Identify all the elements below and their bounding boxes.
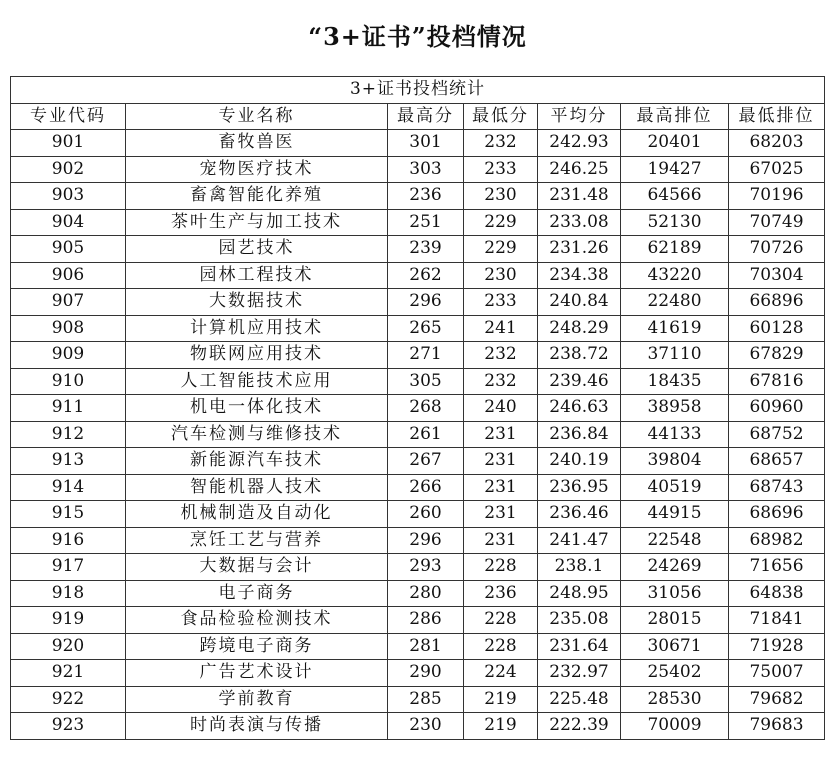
cell-major-name: 广告艺术设计 xyxy=(126,660,388,687)
table-row xyxy=(11,236,825,263)
cell-avg-score: 246.25 xyxy=(538,156,621,183)
cell-major-name: 机械制造及自动化 xyxy=(126,501,388,528)
cell-major-code: 901 xyxy=(11,130,126,157)
cell-major-code: 917 xyxy=(11,554,126,581)
cell-major-code: 903 xyxy=(11,183,126,210)
cell-max-rank: 39804 xyxy=(621,448,729,475)
cell-max-rank: 40519 xyxy=(621,474,729,501)
cell-min-rank: 70749 xyxy=(729,209,825,236)
cell-min-rank: 70726 xyxy=(729,236,825,263)
cell-min-rank: 60960 xyxy=(729,395,825,422)
cell-min-rank: 68657 xyxy=(729,448,825,475)
cell-avg-score: 222.39 xyxy=(538,713,621,740)
cell-min-rank: 75007 xyxy=(729,660,825,687)
cell-max-score: 285 xyxy=(388,686,464,713)
cell-major-code: 912 xyxy=(11,421,126,448)
cell-avg-score: 232.97 xyxy=(538,660,621,687)
cell-max-score: 281 xyxy=(388,633,464,660)
cell-avg-score: 241.47 xyxy=(538,527,621,554)
cell-max-score: 290 xyxy=(388,660,464,687)
cell-max-rank: 38958 xyxy=(621,395,729,422)
header-min-rank: 最低排位 xyxy=(729,103,825,130)
cell-min-score: 231 xyxy=(464,501,538,528)
cell-avg-score: 248.29 xyxy=(538,315,621,342)
cell-max-score: 261 xyxy=(388,421,464,448)
cell-min-score: 219 xyxy=(464,713,538,740)
cell-major-code: 922 xyxy=(11,686,126,713)
cell-min-rank: 79683 xyxy=(729,713,825,740)
cell-max-score: 293 xyxy=(388,554,464,581)
cell-major-name: 食品检验检测技术 xyxy=(126,607,388,634)
cell-max-score: 267 xyxy=(388,448,464,475)
cell-max-rank: 19427 xyxy=(621,156,729,183)
cell-min-score: 231 xyxy=(464,448,538,475)
table-row xyxy=(11,686,825,713)
cell-major-code: 923 xyxy=(11,713,126,740)
cell-major-name: 跨境电子商务 xyxy=(126,633,388,660)
cell-major-code: 920 xyxy=(11,633,126,660)
table-row xyxy=(11,448,825,475)
table-row xyxy=(11,474,825,501)
cell-min-score: 219 xyxy=(464,686,538,713)
cell-min-score: 241 xyxy=(464,315,538,342)
cell-min-rank: 71928 xyxy=(729,633,825,660)
cell-major-name: 学前教育 xyxy=(126,686,388,713)
cell-max-score: 280 xyxy=(388,580,464,607)
cell-major-code: 914 xyxy=(11,474,126,501)
cell-max-rank: 62189 xyxy=(621,236,729,263)
cell-major-name: 物联网应用技术 xyxy=(126,342,388,369)
cell-min-rank: 68743 xyxy=(729,474,825,501)
table-header-row xyxy=(11,103,825,130)
cell-major-code: 913 xyxy=(11,448,126,475)
cell-avg-score: 238.1 xyxy=(538,554,621,581)
cell-major-code: 908 xyxy=(11,315,126,342)
cell-min-score: 236 xyxy=(464,580,538,607)
cell-min-rank: 68696 xyxy=(729,501,825,528)
cell-major-code: 907 xyxy=(11,289,126,316)
cell-avg-score: 233.08 xyxy=(538,209,621,236)
table-row xyxy=(11,713,825,740)
header-major-name: 专业名称 xyxy=(126,103,388,130)
cell-min-rank: 67025 xyxy=(729,156,825,183)
cell-max-rank: 20401 xyxy=(621,130,729,157)
cell-max-rank: 24269 xyxy=(621,554,729,581)
admission-stats-table xyxy=(10,76,825,740)
cell-major-name: 畜牧兽医 xyxy=(126,130,388,157)
cell-min-score: 232 xyxy=(464,368,538,395)
cell-max-score: 305 xyxy=(388,368,464,395)
cell-max-rank: 18435 xyxy=(621,368,729,395)
cell-avg-score: 246.63 xyxy=(538,395,621,422)
cell-min-score: 233 xyxy=(464,289,538,316)
cell-major-name: 畜禽智能化养殖 xyxy=(126,183,388,210)
cell-avg-score: 231.26 xyxy=(538,236,621,263)
cell-min-rank: 68752 xyxy=(729,421,825,448)
cell-major-name: 人工智能技术应用 xyxy=(126,368,388,395)
header-min-score: 最低分 xyxy=(464,103,538,130)
cell-min-score: 230 xyxy=(464,183,538,210)
cell-major-name: 机电一体化技术 xyxy=(126,395,388,422)
cell-avg-score: 234.38 xyxy=(538,262,621,289)
table-row xyxy=(11,342,825,369)
cell-avg-score: 238.72 xyxy=(538,342,621,369)
cell-max-score: 296 xyxy=(388,289,464,316)
cell-max-rank: 30671 xyxy=(621,633,729,660)
cell-max-rank: 31056 xyxy=(621,580,729,607)
cell-min-score: 229 xyxy=(464,236,538,263)
cell-min-score: 228 xyxy=(464,607,538,634)
cell-major-name: 大数据技术 xyxy=(126,289,388,316)
cell-major-name: 汽车检测与维修技术 xyxy=(126,421,388,448)
cell-max-score: 301 xyxy=(388,130,464,157)
cell-max-rank: 52130 xyxy=(621,209,729,236)
cell-major-name: 时尚表演与传播 xyxy=(126,713,388,740)
cell-max-rank: 37110 xyxy=(621,342,729,369)
cell-avg-score: 248.95 xyxy=(538,580,621,607)
table-row xyxy=(11,156,825,183)
cell-major-name: 智能机器人技术 xyxy=(126,474,388,501)
cell-max-score: 230 xyxy=(388,713,464,740)
cell-avg-score: 236.95 xyxy=(538,474,621,501)
cell-min-score: 231 xyxy=(464,421,538,448)
cell-major-code: 905 xyxy=(11,236,126,263)
cell-max-rank: 70009 xyxy=(621,713,729,740)
cell-min-rank: 70304 xyxy=(729,262,825,289)
header-max-score: 最高分 xyxy=(388,103,464,130)
cell-max-rank: 22548 xyxy=(621,527,729,554)
table-row xyxy=(11,262,825,289)
cell-max-rank: 44133 xyxy=(621,421,729,448)
cell-max-score: 239 xyxy=(388,236,464,263)
table-row xyxy=(11,421,825,448)
cell-major-code: 909 xyxy=(11,342,126,369)
header-max-rank: 最高排位 xyxy=(621,103,729,130)
cell-major-name: 新能源汽车技术 xyxy=(126,448,388,475)
cell-min-rank: 67829 xyxy=(729,342,825,369)
cell-min-rank: 60128 xyxy=(729,315,825,342)
cell-major-name: 园林工程技术 xyxy=(126,262,388,289)
cell-min-rank: 68982 xyxy=(729,527,825,554)
cell-major-name: 电子商务 xyxy=(126,580,388,607)
cell-max-score: 303 xyxy=(388,156,464,183)
cell-major-code: 902 xyxy=(11,156,126,183)
table-row xyxy=(11,183,825,210)
cell-major-code: 911 xyxy=(11,395,126,422)
cell-max-score: 296 xyxy=(388,527,464,554)
cell-major-code: 919 xyxy=(11,607,126,634)
cell-min-score: 232 xyxy=(464,342,538,369)
cell-major-code: 906 xyxy=(11,262,126,289)
cell-major-name: 宠物医疗技术 xyxy=(126,156,388,183)
cell-avg-score: 240.19 xyxy=(538,448,621,475)
cell-avg-score: 236.46 xyxy=(538,501,621,528)
cell-max-score: 286 xyxy=(388,607,464,634)
cell-min-score: 232 xyxy=(464,130,538,157)
cell-max-rank: 28530 xyxy=(621,686,729,713)
table-row xyxy=(11,607,825,634)
table-row xyxy=(11,289,825,316)
page-title: “3+证书”投档情况 xyxy=(308,22,527,51)
cell-max-rank: 44915 xyxy=(621,501,729,528)
cell-min-rank: 64838 xyxy=(729,580,825,607)
cell-max-score: 236 xyxy=(388,183,464,210)
cell-major-code: 910 xyxy=(11,368,126,395)
cell-min-rank: 79682 xyxy=(729,686,825,713)
cell-major-name: 计算机应用技术 xyxy=(126,315,388,342)
header-avg-score: 平均分 xyxy=(538,103,621,130)
cell-max-score: 265 xyxy=(388,315,464,342)
table-row xyxy=(11,660,825,687)
cell-major-name: 大数据与会计 xyxy=(126,554,388,581)
cell-min-rank: 71656 xyxy=(729,554,825,581)
cell-min-score: 231 xyxy=(464,474,538,501)
table-row xyxy=(11,395,825,422)
table-row xyxy=(11,501,825,528)
cell-max-rank: 28015 xyxy=(621,607,729,634)
table-body xyxy=(11,130,825,740)
cell-min-rank: 68203 xyxy=(729,130,825,157)
cell-max-score: 260 xyxy=(388,501,464,528)
header-major-code: 专业代码 xyxy=(11,103,126,130)
table-row xyxy=(11,315,825,342)
cell-major-code: 921 xyxy=(11,660,126,687)
table-row xyxy=(11,130,825,157)
cell-min-score: 224 xyxy=(464,660,538,687)
cell-avg-score: 225.48 xyxy=(538,686,621,713)
cell-avg-score: 231.48 xyxy=(538,183,621,210)
table-row xyxy=(11,209,825,236)
cell-max-rank: 43220 xyxy=(621,262,729,289)
cell-major-name: 茶叶生产与加工技术 xyxy=(126,209,388,236)
cell-min-score: 231 xyxy=(464,527,538,554)
table-row xyxy=(11,554,825,581)
table-caption: 3+证书投档统计 xyxy=(11,77,825,104)
table-row xyxy=(11,633,825,660)
cell-major-name: 园艺技术 xyxy=(126,236,388,263)
cell-min-rank: 67816 xyxy=(729,368,825,395)
cell-avg-score: 240.84 xyxy=(538,289,621,316)
cell-avg-score: 242.93 xyxy=(538,130,621,157)
cell-min-score: 233 xyxy=(464,156,538,183)
table-row xyxy=(11,580,825,607)
cell-max-score: 251 xyxy=(388,209,464,236)
cell-avg-score: 236.84 xyxy=(538,421,621,448)
table-row xyxy=(11,527,825,554)
cell-max-score: 271 xyxy=(388,342,464,369)
cell-max-score: 266 xyxy=(388,474,464,501)
cell-major-code: 904 xyxy=(11,209,126,236)
cell-max-rank: 41619 xyxy=(621,315,729,342)
cell-avg-score: 231.64 xyxy=(538,633,621,660)
cell-min-score: 228 xyxy=(464,554,538,581)
cell-min-score: 240 xyxy=(464,395,538,422)
cell-min-rank: 66896 xyxy=(729,289,825,316)
table-row xyxy=(11,368,825,395)
cell-max-rank: 22480 xyxy=(621,289,729,316)
cell-major-code: 915 xyxy=(11,501,126,528)
cell-avg-score: 235.08 xyxy=(538,607,621,634)
cell-min-rank: 71841 xyxy=(729,607,825,634)
cell-major-code: 918 xyxy=(11,580,126,607)
table-caption-row xyxy=(11,77,825,104)
cell-max-score: 262 xyxy=(388,262,464,289)
cell-min-score: 228 xyxy=(464,633,538,660)
cell-min-rank: 70196 xyxy=(729,183,825,210)
cell-avg-score: 239.46 xyxy=(538,368,621,395)
cell-max-score: 268 xyxy=(388,395,464,422)
cell-max-rank: 25402 xyxy=(621,660,729,687)
cell-min-score: 229 xyxy=(464,209,538,236)
cell-major-code: 916 xyxy=(11,527,126,554)
cell-max-rank: 64566 xyxy=(621,183,729,210)
cell-min-score: 230 xyxy=(464,262,538,289)
cell-major-name: 烹饪工艺与营养 xyxy=(126,527,388,554)
